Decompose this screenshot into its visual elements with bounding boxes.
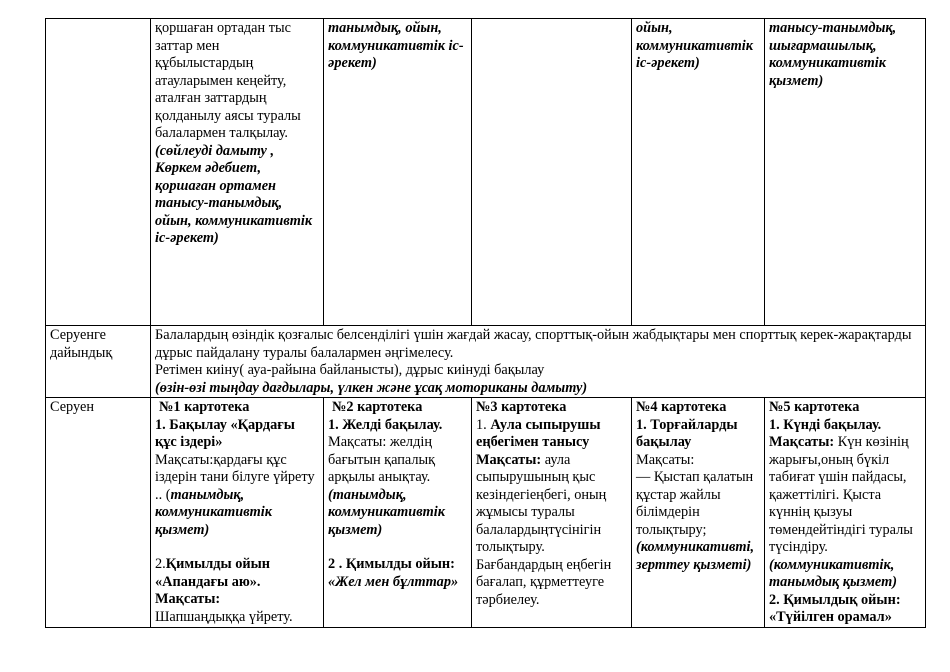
cell — [765, 19, 926, 326]
cell — [632, 19, 765, 326]
cell-text: қоршаған ортадан тыс заттар мен құбылыстардың атауларымен кеңейту, аталған заттардың қолданылу аясы туралы балалармен талқылау. — [155, 20, 301, 141]
observation-title: 1. Бақылау «Қардағы құс іздері» — [155, 416, 295, 450]
row-label: Серуен — [50, 399, 94, 415]
activity-note: (сөйлеуді дамыту , Көркем әдебиет, қоршаған ортамен танысу-танымдық, ойын, коммуникативтік іс-әрекет) — [155, 142, 313, 246]
cell — [151, 326, 926, 398]
card-heading: №5 картотека — [769, 399, 860, 415]
observation-title: 1. Желді бақылау. — [328, 416, 443, 433]
plan-table — [45, 18, 926, 628]
goal-text: Мақсаты:қардағы құс іздерін тани білуге үйрету .. ( — [155, 451, 315, 503]
goal-text: — Қыстап қалатын құстар жайлы білімдерін толықтыру; — [636, 469, 754, 538]
goal-label: Мақсаты: — [636, 451, 695, 468]
cell — [472, 19, 632, 326]
activity-note: (коммуникативті, зерттеу қызметі) — [636, 539, 755, 573]
game-title: 2 . Қимылды ойын: — [328, 556, 455, 572]
activity-note: (өзін-өзі тыңдау дағдылары, үлкен және ұсақ моториканы дамыту) — [155, 379, 588, 396]
observation-title: Аула сыпырушы еңбегімен танысу — [476, 416, 601, 450]
game-number: 2. — [155, 556, 166, 572]
goal-label: Мақсаты: — [155, 591, 221, 607]
goal-text: Шапшаңдыққа үйрету. — [155, 608, 293, 625]
activity-note: танысу-танымдық, шығармашылық, коммуникативтік қызмет) — [769, 20, 897, 89]
row-label-cell — [46, 398, 151, 628]
game-name: «Түйілген орамал» — [769, 609, 892, 625]
cell — [324, 19, 472, 326]
cell — [472, 398, 632, 628]
row-label-cell — [46, 326, 151, 398]
cell-text: Ретімен киіну( ауа-райына байланысты), дұрыс киінуді бақылау — [155, 362, 545, 378]
cell — [765, 398, 926, 628]
activity-note: (коммуникативтік, танымдық қызмет) — [769, 556, 897, 590]
observation-title: 1. Торғайларды бақылау — [636, 416, 738, 450]
goal-text: аула сыпырушының қыс кезіндегіеңбегі, оның жұмысы туралы балалардыңтүсінігін толықтыру. Бағбандардың еңбегін бағалап, құрметтеуге тәрбиелеу. — [476, 451, 612, 608]
table-row — [46, 398, 926, 628]
activity-note: танымдық, ойын, коммуникативтік іс-әрекет) — [328, 20, 464, 71]
goal-label: Мақсаты: — [769, 434, 835, 450]
game-title: Қимылды ойын «Апандағы аю». — [155, 556, 271, 590]
table-row — [46, 326, 926, 398]
cell — [151, 398, 324, 628]
goal-text: Күн көзінің жарығы,оның бүкіл табиғат үшін пайдасы, қажеттілігі. Қыста күннің қызуы төмендейтіндігі туралы түсіндіру. — [769, 434, 913, 555]
activity-note: (танымдық, коммуникативтік қызмет) — [328, 486, 445, 538]
activity-note: танымдық, коммуникативтік қызмет) — [155, 486, 272, 538]
observation-number: 1. — [476, 416, 487, 433]
row-label-cell — [46, 19, 151, 326]
game-name: «Жел мен бұлттар» — [328, 573, 459, 590]
activity-note: ойын, коммуникативтік іс-әрекет) — [636, 20, 753, 71]
document-page — [45, 18, 926, 628]
card-heading: №4 картотека — [636, 399, 727, 415]
cell-text: Балалардың өзіндік қозғалыс белсенділігі үшін жағдай жасау, спорттық-ойын жабдықтары мен спорттық керек-жарақтарды дұрыс пайдалану туралы балалармен әңгімелесу. — [155, 327, 912, 361]
table-row — [46, 19, 926, 326]
card-heading: №1 картотека — [159, 399, 250, 415]
card-heading: №2 картотека — [332, 399, 423, 415]
goal-text: Мақсаты: желдің бағытын қапалық арқылы анықтау. — [328, 434, 436, 485]
game-title: 2. Қимылдық ойын: — [769, 591, 901, 608]
card-heading: №3 картотека — [476, 399, 567, 415]
row-label: Серуенге дайындық — [50, 327, 113, 361]
cell — [151, 19, 324, 326]
cell — [632, 398, 765, 628]
observation-title: 1. Күнді бақылау. — [769, 416, 882, 433]
cell — [324, 398, 472, 628]
goal-label: Мақсаты: — [476, 451, 542, 468]
